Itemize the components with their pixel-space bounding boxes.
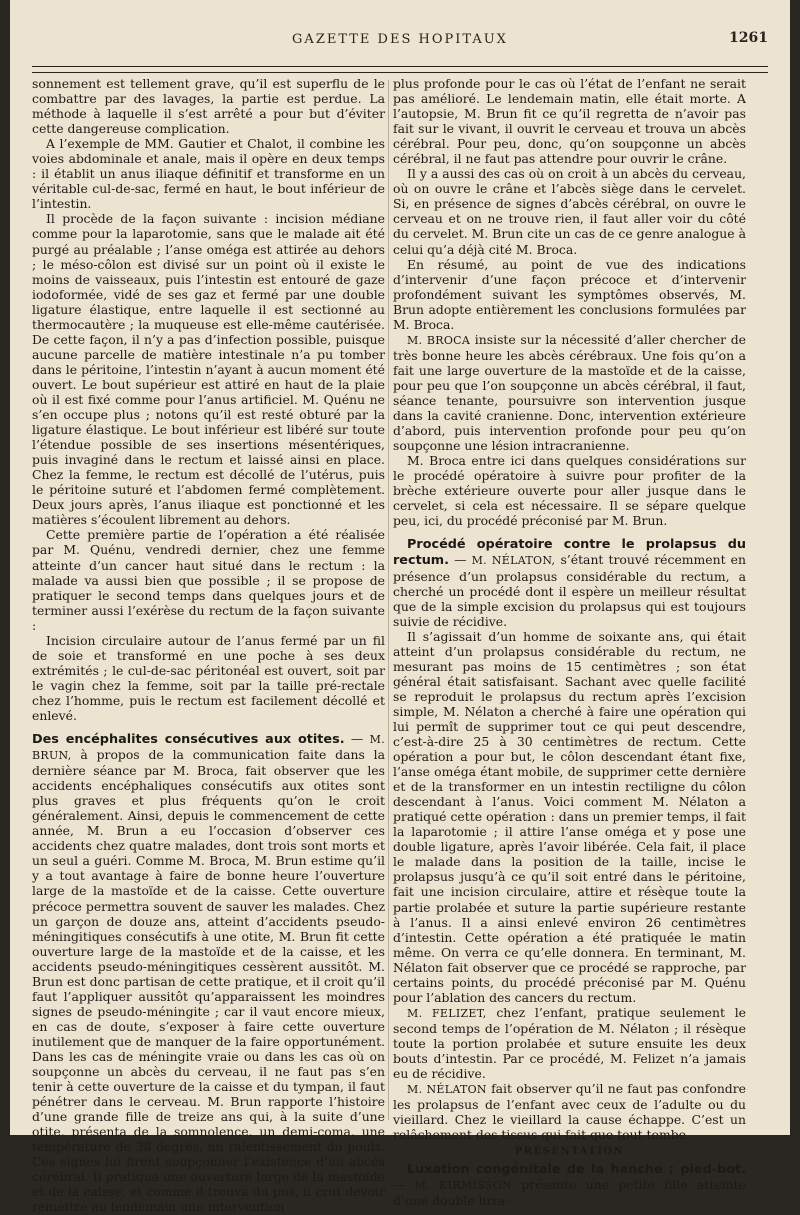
paragraph-text: chez l’enfant, pratique seulement le second temps de l’opération de M. Nélaton ; il résèque toute la portion prolabée et suture ensuite les deux bouts d’intestin. Par ce procédé, M. Felizet n’a jamais eu de récidive. [393,1004,746,1082]
paragraph-text: fait observer qu’il ne faut pas confondre les prolapsus de l’enfant avec ceux de l’adulte ou du vieillard. Chez le vieillard la cause échappe. C’est un relâchement des tissus qui fait que tout tombe. [393,1081,746,1143]
journal-title: GAZETTE DES HOPITAUX [292,32,508,47]
section-title: Procédé opératoire contre le prolapsus du rectum. [393,537,746,569]
left-column [32,76,385,1215]
presentation-heading: PRÉSENTATION [514,1146,625,1158]
paragraph: Il y a aussi des cas où on croit à un abcès du cerveau, où on ouvre le crâne et l’abcès siège dans le cervelet. Si, en présence de signes d’abcès cérébral, on ouvre le cerveau et on ne trouve rien, il faut aller voir du côté du cervelet. M. Brun cite un cas de ce genre analogue à celui qu’a déjà cité M. Broca. [393,166,746,257]
newspaper-page [10,0,790,1215]
section-luxation [393,1161,746,1208]
page-number: 1261 [729,30,768,46]
paragraph [393,1005,746,1081]
page-header [32,32,768,52]
section-prolapsus [393,536,746,628]
paragraph: plus profonde pour le cas où l’état de l’enfant ne serait pas amélioré. Le lendemain matin, elle était morte. A l’autopsie, M. Brun fit ce qu’il regretta de n’avoir pas fait sur le vivant, il ouvrit le cerveau et trouva un abcès cérébral. Pour peu, donc, qu’on soupçonne un abcès cérébral, il ne faut pas attendre pour ouvrir le crâne. [393,76,746,167]
header-rule [32,66,768,67]
column-divider [388,80,389,1120]
section-title: Des encéphalites consécutives aux otites. [32,732,345,748]
section-text: à propos de la communication faite dans la dernière séance par M. Broca, fait observer que les accidents encéphaliques consécutifs aux otites sont plus graves et plus fréquents qu’on le croit généralement. Ainsi, depuis le commencement de cette année, M. Brun a eu l’occasion d’observer ces accidents chez quatre malades, dont trois sont morts et un seul a guéri. Comme M. Broca, M. Brun estime qu’il y a tout avantage à faire de bonne heure l’ouverture large de la mastoïde et de la caisse. Cette ouverture précoce permettra souvent de sauver les malades. Chez un garçon de douze ans, atteint d’accidents pseudo-méningitiques consécutifs à une otite, M. Brun fit cette ouverture large de la mastoïde et de la caisse, et les accidents pseudo-méningitiques cessèrent aussitôt. M. Brun est donc partisan de cette pratique, et il croit qu’il faut l’appliquer aussitôt qu’apparaissent les moindres signes de pseudo-méningite ; car il vaut encore mieux, en cas de doute, s’exposer à faire cette ouverture inutilement que de manquer de la faire opportunément. Dans les cas de méningite vraie ou dans les cas où on soupçonne un abcès du cerveau, il ne faut pas s’en tenir à cette ouverture de la caisse et du tympan, il faut pénétrer dans le cerveau. M. Brun rapporte l’histoire d’une grande fille de treize ans qui, à la suite d’une otite, présenta de la somnolence, un demi-coma, une température de 38 degrés, un ralentissement du pouls. Ces signes lui firent soupçonner l’existence d’un abcès cérébral. Il pratiqua une ouverture large de la mastoïde et de la caisse, et comme il trouva du pus, il crut devoir remettre au lendemain une intervention [32,747,385,1215]
author-name: M. FELIZET, [407,1006,487,1020]
section-encephalites [32,731,385,1215]
author-name: M. BROCA [407,333,471,347]
author-name: M. NÉLATON [407,1083,487,1097]
dash: — [344,731,370,747]
header-rule-thin [32,72,768,73]
paragraph: Il s’agissait d’un homme de soixante ans, qui était atteint d’un prolapsus considérable du rectum, ne mesurant pas moins de 15 centimètres ; son état général était satisfaisant. Sachant avec quelle facilité se reproduit le prolapsus du rectum après l’excision simple, M. Nélaton a cherché à faire une opération qui lui permît de supprimer tout ce qui peut descendre, c’est-à-dire 25 à 30 centimètres de rectum. Cette opération a pour but, le côlon descendant étant fixe, l’anse oméga étant mobile, de supprimer cette dernière et de la transformer en un intestin rectiligne du côlon descendant à l’anus. Voici comment M. Nélaton a pratiqué cette opération : dans un premier temps, il fait la laparotomie ; il attire l’anse oméga et y pose une double ligature, après l’avoir libérée. Cela fait, il place le malade dans la position de la taille, incise le prolapsus jusqu’à ce qu’il soit entré dans le péritoine, fait une incision circulaire, attire et résèque toute la partie prolabée et suture la partie supérieure restante à l’anus. Il a ainsi enlevé environ 26 centimètres d’intestin. Cette opération a été pratiquée le matin même. On verra ce qu’elle donnera. En terminant, M. Nélaton fait observer que ce procédé se rapproche, par certains points, du procédé préconisé par M. Quénu pour l’ablation des cancers du rectum. [393,628,746,1005]
dash: — [449,552,472,568]
author-name: M. KIRMISSON [414,1179,512,1193]
section-text: s’étant trouvé récemment en présence d’un prolapsus considérable du rectum, a cherché un procédé dont il espère un meilleur résultat que de la simple excision du prolapsus qui est toujours suivie de récidive. [393,552,746,629]
section-title: Luxation congénitale de la hanche ; pied-bot. [407,1162,746,1178]
paragraph: Il procède de la façon suivante : incision médiane comme pour la laparotomie, sans que le malade ait été purgé au préalable ; l’anse oméga est attirée au dehors ; le méso-côlon est divisé sur un point où il existe le moins de vaisseaux, puis l’intestin est entouré de gaze iodoformée, vidé de ses gaz et fermé par une double ligature élastique, entre laquelle il est sectionné au thermocautère ; la muqueuse est elle-même cautérisée. De cette façon, il n’y a pas d’infection possible, puisque aucune parcelle de matière intestinale n’a pu tomber dans le péritoine, l’intestin n’ayant à aucun moment été ouvert. Le bout supérieur est attiré en haut de la plaie où il est fixé comme pour l’anus artificiel. M. Quénu ne s’en occupe plus ; notons qu’il est resté obturé par la ligature élastique. Le bout inférieur est libéré sur toute l’étendue possible de ses insertions mésentériques, puis invaginé dans le rectum et laissé ainsi en place. Chez la femme, le rectum est décollé de l’utérus, puis le péritoine suturé et l’abdomen fermé complètement. Deux jours après, l’anus iliaque est ponctionné et les matières s’écoulent librement au dehors. [32,211,385,528]
paragraph: En résumé, au point de vue des indications d’intervenir d’une façon précoce et d’intervenir profondément suivant les symptômes observés, M. Brun adopte entièrement les conclusions formulées par M. Broca. [393,256,746,332]
author-name: M. BRUN, [32,733,385,763]
paragraph: M. Broca entre ici dans quelques considérations sur le procédé opératoire à suivre pour profiter de la brèche extérieure ouverte pour aller jusque dans le cervelet, si cela est nécessaire. Il se sépare quelque peu, ici, du procédé préconisé par M. Brun. [393,453,746,529]
dash: — [393,1177,415,1193]
section-text: présente une petite fille atteinte d’une double luxa- [393,1177,746,1209]
paragraph [393,1081,746,1142]
paragraph: sonnement est tellement grave, qu’il est superflu de le combattre par des lavages, la partie est perdue. La méthode à laquelle il s’est arrêté a pour but d’éviter cette dangereuse complication. [32,76,385,137]
right-column [393,76,747,1209]
author-name: M. NÉLATON, [471,554,556,568]
paragraph: A l’exemple de MM. Gautier et Chalot, il combine les voies abdominale et anale, mais il opère en deux temps : il établit un anus iliaque définitif et transforme en un véritable cul-de-sac, fermé en haut, le bout inférieur de l’intestin. [32,136,385,212]
paragraph: Incision circulaire autour de l’anus fermé par un fil de soie et transformé en une poche à ses deux extrémités ; le cul-de-sac péritonéal est ouvert, soit par le vagin chez la femme, soit par la taille pré-rectale chez l’homme, puis le rectum est facilement décollé et enlevé. [32,632,385,723]
paragraph: Cette première partie de l’opération a été réalisée par M. Quénu, vendredi dernier, chez une femme atteinte d’un cancer haut situé dans le rectum : la malade va aussi bien que possible ; il se propose de pratiquer le second temps dans quelques jours et de terminer aussi l’exérèse du rectum de la façon suivante : [32,527,385,633]
paragraph [393,332,746,453]
paragraph-text: insiste sur la nécessité d’aller chercher de très bonne heure les abcès cérébraux. Une fois qu’on a fait une large ouverture de la mastoïde et de la caisse, pour peu que l’on soupçonne un abcès cérébral, il faut, séance tenante, poursuivre son intervention jusque dans la cavité cranienne. Donc, intervention extérieure d’abord, puis intervention profonde pour peu qu’on soupçonne une lésion intracranienne. [393,331,747,454]
